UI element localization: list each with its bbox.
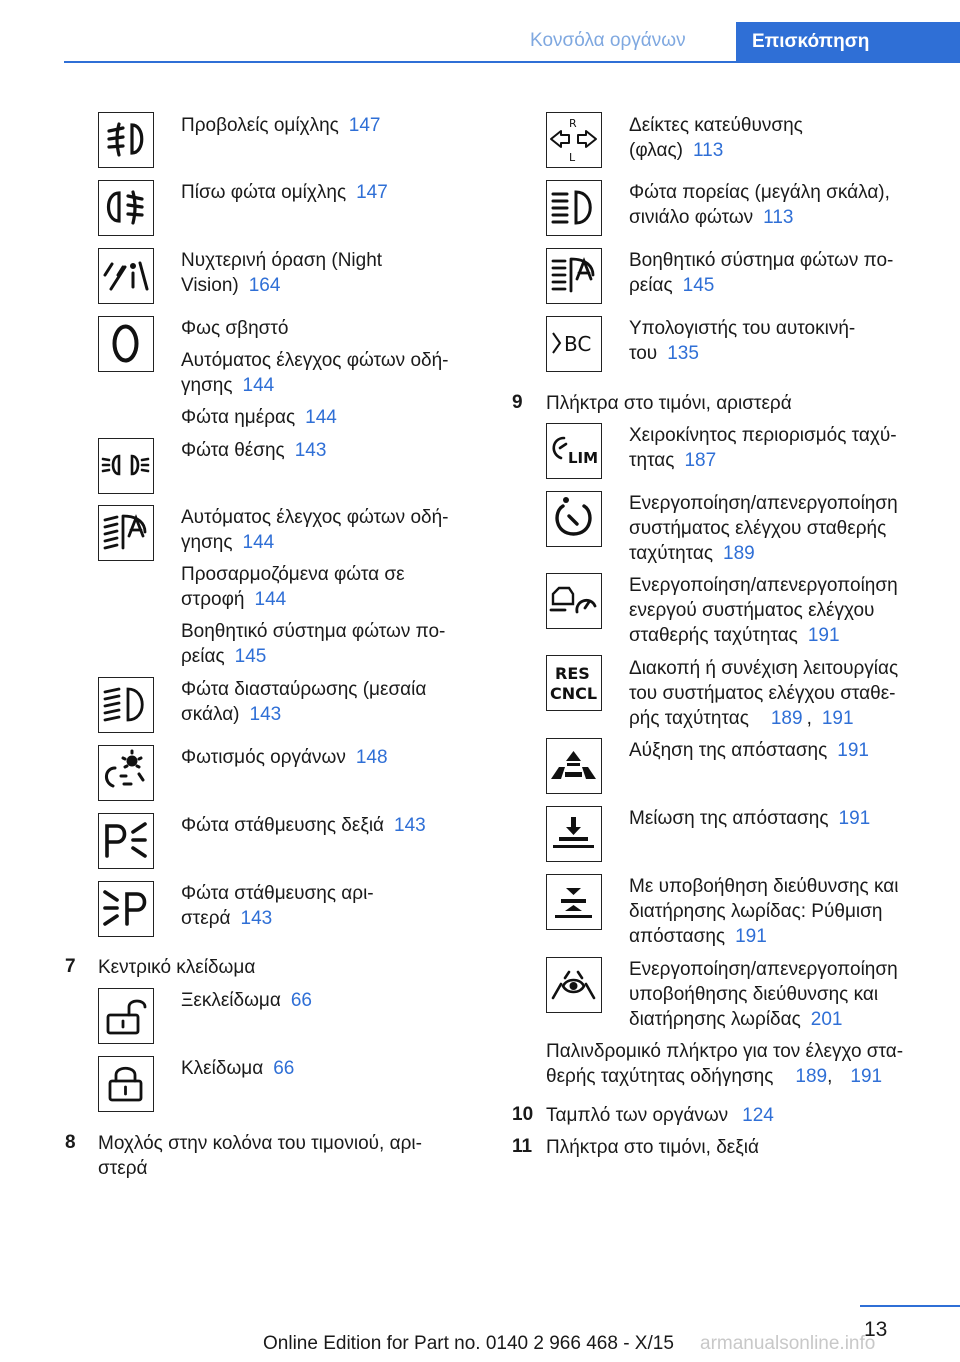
svg-text:R: R [569,117,577,130]
page-link[interactable]: 191 [838,808,871,829]
auto-headlight-entry: Αυτόματος έλεγχος φώτων οδή- γησης 144 Προσαρμοζόμενα φώτα σε στροφή 144 Βοηθητικό σύστημα φώτων πο- ρείας 145 [181,507,449,667]
watermark: armanualsonline.info [700,1333,876,1354]
active-cruise-control-entry: Ενεργοποίηση/απενεργοποίηση ενεργού συστήματος ελέγχου σταθερής ταχύτητας 191 [629,575,898,646]
page-link[interactable]: 124 [742,1105,774,1126]
parking-light-left-icon [98,881,154,937]
page-header [0,0,960,62]
lock-icon [98,1056,154,1112]
page-link[interactable]: 144 [242,532,275,553]
page-link[interactable]: 189 [770,708,803,729]
high-beam-assist-icon [546,248,602,304]
parking-light-right-icon [98,813,154,869]
left-lever-heading: Μοχλός στην κολόνα του τιμονιού, αρι- στερά [98,1133,422,1179]
steering-lane-distance-icon [546,874,602,930]
speed-limiter-icon [546,423,602,479]
high-beam-assist-entry: Βοηθητικό σύστημα φώτων πο- ρείας 145 [629,250,894,296]
edition-footer: Online Edition for Part no. 0140 2 966 468 - X/15 [263,1333,674,1354]
page-link[interactable]: 135 [667,343,699,364]
page-link[interactable]: 164 [248,275,281,296]
auto-headlight-icon [98,505,154,561]
page-link[interactable]: 147 [356,182,388,203]
page-link[interactable]: 113 [692,140,724,161]
page-link[interactable]: 201 [810,1009,843,1030]
cruise-rocker-entry: Παλινδρομικό πλήκτρο για τον έλεγχο στα- θερής ταχύτητας οδήγησης 189, 191 [546,1041,904,1087]
lock-entry: Κλείδωμα 66 [181,1058,295,1079]
page-link[interactable]: 66 [273,1058,295,1079]
steering-right-buttons-heading: Πλήκτρα στο τιμόνι, δεξιά [546,1137,759,1158]
res-cncl-icon [546,655,602,711]
page-link[interactable]: 143 [394,815,426,836]
decrease-distance-entry: Μείωση της απόστασης 191 [629,808,871,829]
page-link[interactable]: 148 [355,747,388,768]
cruise-control-icon [546,491,602,547]
page-link[interactable]: 66 [290,990,312,1011]
section-tab[interactable]: Κονσόλα οργάνων [530,30,686,51]
item-number: 7 [65,956,76,977]
svg-text:BC: BC [564,332,592,356]
item-number: 9 [512,392,523,413]
instrument-cluster-entry: Ταμπλό των οργάνων 124 [546,1105,774,1126]
low-beam-entry: Φώτα διασταύρωσης (μεσαία σκάλα) 143 [181,679,427,725]
increase-distance-entry: Αύξηση της απόστασης 191 [629,740,869,761]
svg-text:L: L [569,151,576,164]
item-number: 11 [512,1136,533,1157]
page-link[interactable]: 189 [795,1066,828,1087]
active-cruise-control-icon [546,573,602,629]
turn-signal-icon [546,112,602,168]
instrument-lighting-icon [98,745,154,801]
page-number-rule [860,1305,960,1307]
low-beam-icon [98,677,154,733]
page-link[interactable]: 191 [850,1066,883,1087]
steering-lane-assist-entry: Ενεργοποίηση/απενεργοποίηση υποβοήθησης διεύθυνσης και διατήρησης λωρίδας 201 [629,959,898,1030]
rear-fog-light-entry: Πίσω φώτα ομίχλης 147 [181,182,388,203]
instrument-lighting-entry: Φωτισμός οργάνων 148 [181,747,388,768]
page-link[interactable]: 187 [684,450,717,471]
on-board-computer-entry: Υπολογιστής του αυτοκινή- του 135 [629,318,856,364]
page-link[interactable]: 113 [763,207,794,228]
page-link[interactable]: 189 [723,543,755,564]
central-locking-heading: Κεντρικό κλείδωμα [98,957,256,978]
light-switch-zero-entry: Φως σβηστό Αυτόματος έλεγχος φώτων οδή- γησης 144 Φώτα ημέρας 144 [181,318,449,428]
page-link[interactable]: 147 [348,115,381,136]
page-link[interactable]: 144 [242,375,275,396]
high-beam-entry: Φώτα πορείας (μεγάλη σκάλα), σινιάλο φώτων 113 [629,182,890,228]
page-link[interactable]: 144 [254,589,287,610]
steering-lane-assist-icon [546,957,602,1013]
high-beam-icon [546,180,602,236]
increase-distance-icon [546,738,602,794]
light-switch-zero-icon [98,316,154,372]
turn-signal-entry: Δείκτες κατεύθυνσης (φλας) 113 [629,115,803,161]
item-number: 10 [512,1104,534,1125]
front-fog-light-icon [98,112,154,168]
speed-limiter-entry: Χειροκίνητος περιορισμός ταχύ- τητας 187 [629,425,897,471]
parking-light-right-entry: Φώτα στάθμευσης δεξιά 143 [181,815,426,836]
unlock-entry: Ξεκλείδωμα 66 [181,990,312,1011]
page-link[interactable]: 145 [682,275,715,296]
night-vision-icon [98,248,154,304]
page-link[interactable]: 143 [294,440,327,461]
rear-fog-light-icon [98,180,154,236]
steering-left-buttons-heading: Πλήκτρα στο τιμόνι, αριστερά [546,393,792,414]
item-number: 8 [65,1132,76,1153]
page-link[interactable]: 191 [735,926,767,947]
page-number: 13 [864,1318,888,1341]
parking-lights-entry: Φώτα θέσης 143 [181,440,327,461]
overview-tab[interactable]: Επισκόπηση [736,22,960,62]
night-vision-entry: Νυχτερινή όραση (Night Vision) 164 [181,250,383,296]
page-link[interactable]: 145 [234,646,267,667]
front-fog-light-entry: Προβολείς ομίχλης 147 [181,115,381,136]
res-cncl-entry: Διακοπή ή συνέχιση λειτουργίας του συστήματος ελέγχου σταθε- ρής ταχύτητας 189 , 191 [629,658,899,729]
steering-lane-distance-entry: Με υποβοήθηση διεύθυνσης και διατήρησης λωρίδας: Ρύθμιση απόστασης 191 [629,876,899,947]
svg-text:LIM: LIM [568,449,599,467]
page-link[interactable]: 143 [249,704,282,725]
header-rule [64,61,960,63]
decrease-distance-icon [546,806,602,862]
page-link[interactable]: 143 [240,908,273,929]
page-link[interactable]: 191 [821,708,854,729]
parking-lights-icon [98,438,154,494]
svg-text:RES: RES [555,664,590,683]
page-link[interactable]: 144 [305,407,337,428]
cruise-control-entry: Ενεργοποίηση/απενεργοποίηση συστήματος ελέγχου σταθερής ταχύτητας 189 [629,493,898,564]
svg-text:CNCL: CNCL [550,684,598,703]
on-board-computer-icon [546,316,602,372]
page-link[interactable]: 191 [837,740,869,761]
page-link[interactable]: 191 [807,625,840,646]
unlock-icon [98,988,154,1044]
parking-light-left-entry: Φώτα στάθμευσης αρι- στερά 143 [181,883,374,929]
